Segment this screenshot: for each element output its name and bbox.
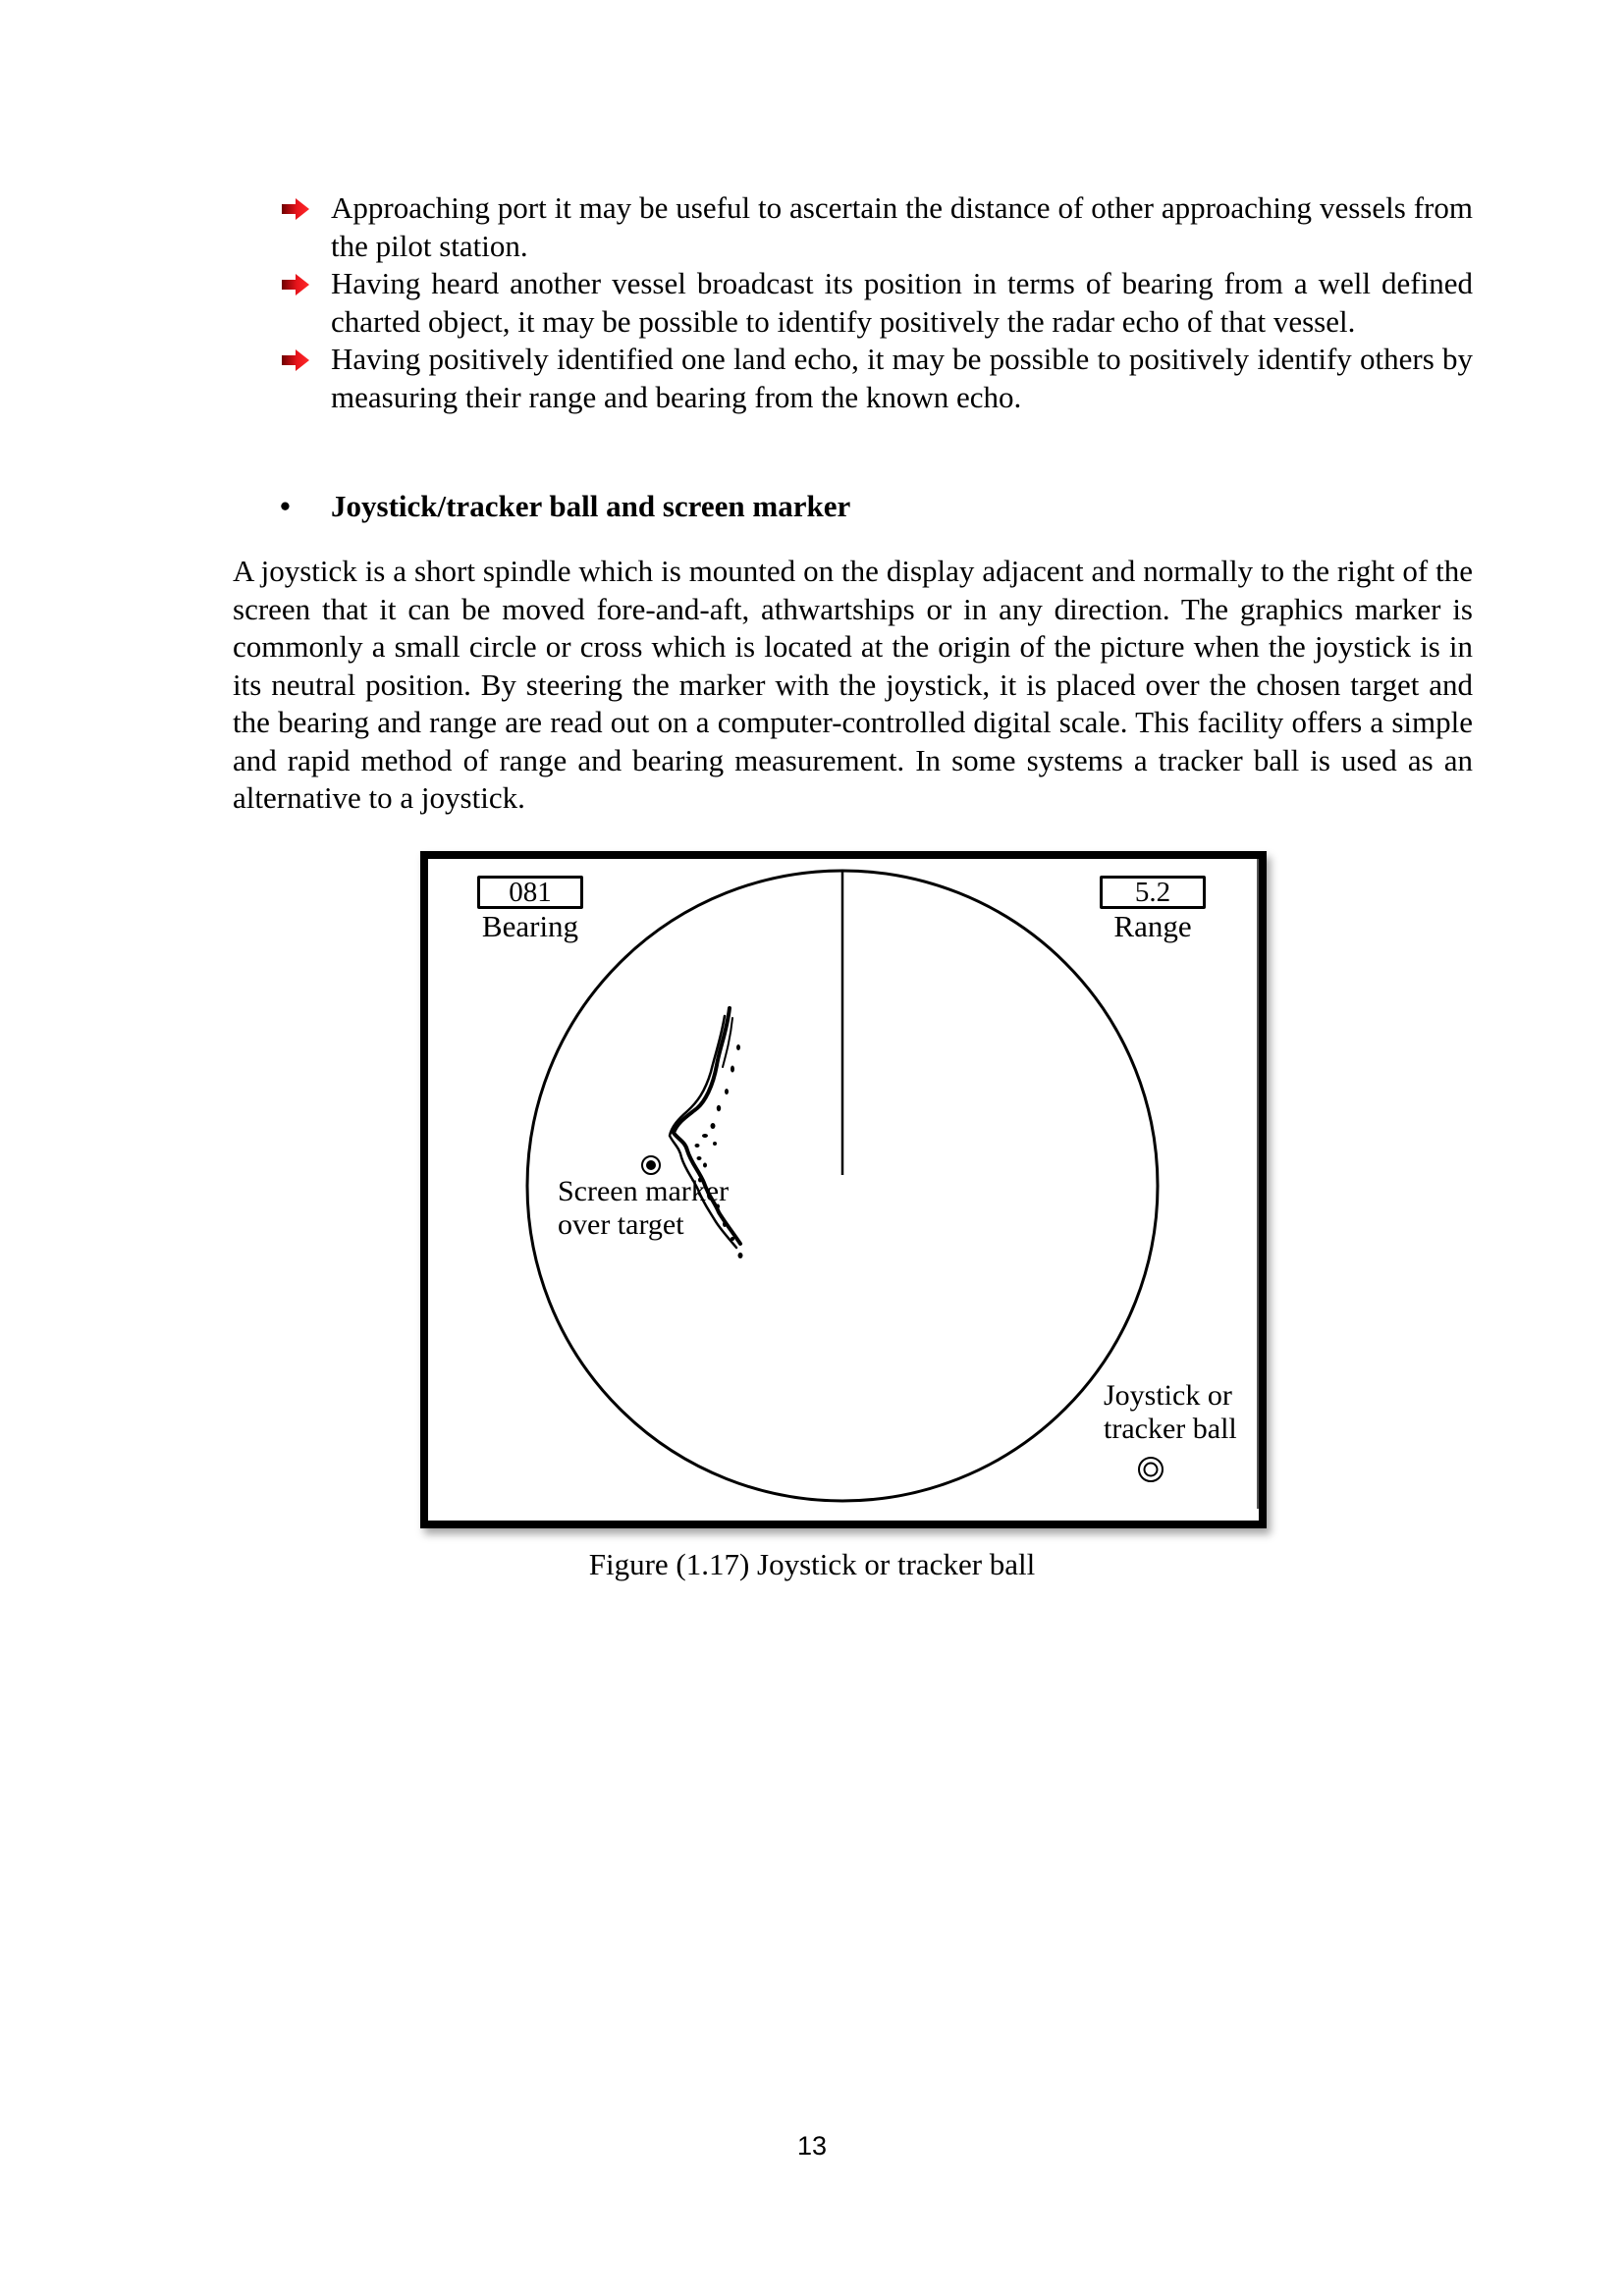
- page-number: 13: [796, 2131, 828, 2161]
- body-paragraph: A joystick is a short spindle which is mounted on the display adjacent and normally to the right of the screen that it can be moved fore-and-aft, athwartships or in any direction. The graphics marker is commonly a small circle or cross which is located at the origin of the picture when the joystick is in its neutral position. By steering the marker with the joystick, it is placed over the chosen target and the bearing and range are read out on a computer-controlled digital scale. This facility offers a simple and rapid method of range and bearing measurement. In some systems a tracker ball is used as an alternative to a joystick.: [233, 554, 1473, 815]
- list-item-text: Having heard another vessel broadcast its position in terms of bearing from a well defined charted object, it may be possible to identify positively the radar echo of that vessel.: [331, 266, 1473, 339]
- red-arrow-icon: [282, 274, 311, 295]
- screen-marker-label: [558, 1175, 729, 1242]
- list-item-text: Approaching port it may be useful to ascertain the distance of other approaching vessels from the pilot station.: [331, 190, 1473, 263]
- section-heading-text: Joystick/tracker ball and screen marker: [331, 489, 851, 523]
- range-readout: [1100, 876, 1206, 943]
- bearing-value: 081: [477, 876, 583, 909]
- list-item: [280, 189, 1473, 265]
- screen-marker-label-line2: over target: [558, 1208, 684, 1241]
- list-item: [280, 341, 1473, 416]
- bullet-dot: •: [280, 489, 291, 523]
- range-label: Range: [1113, 909, 1192, 943]
- list-item: [280, 265, 1473, 341]
- screen-marker-label-line1: Screen marker: [558, 1175, 730, 1207]
- figure-caption: Figure (1.17) Joystick or tracker ball: [588, 1547, 1036, 1581]
- arrow-bullet-list: [280, 189, 1473, 416]
- list-item-text: Having positively identified one land echo, it may be possible to positively identify others by measuring their range and bearing from the known echo.: [331, 342, 1473, 414]
- joystick-label-line1: Joystick or: [1104, 1379, 1232, 1412]
- joystick-label: [1104, 1379, 1237, 1446]
- bearing-label: Bearing: [481, 909, 579, 943]
- figure-joystick-radar: [420, 851, 1267, 1528]
- red-arrow-icon: [282, 349, 311, 371]
- red-arrow-icon: [282, 198, 311, 220]
- range-value: 5.2: [1100, 876, 1206, 909]
- section-heading: [280, 488, 850, 525]
- bearing-readout: [477, 876, 583, 943]
- joystick-label-line2: tracker ball: [1104, 1413, 1237, 1445]
